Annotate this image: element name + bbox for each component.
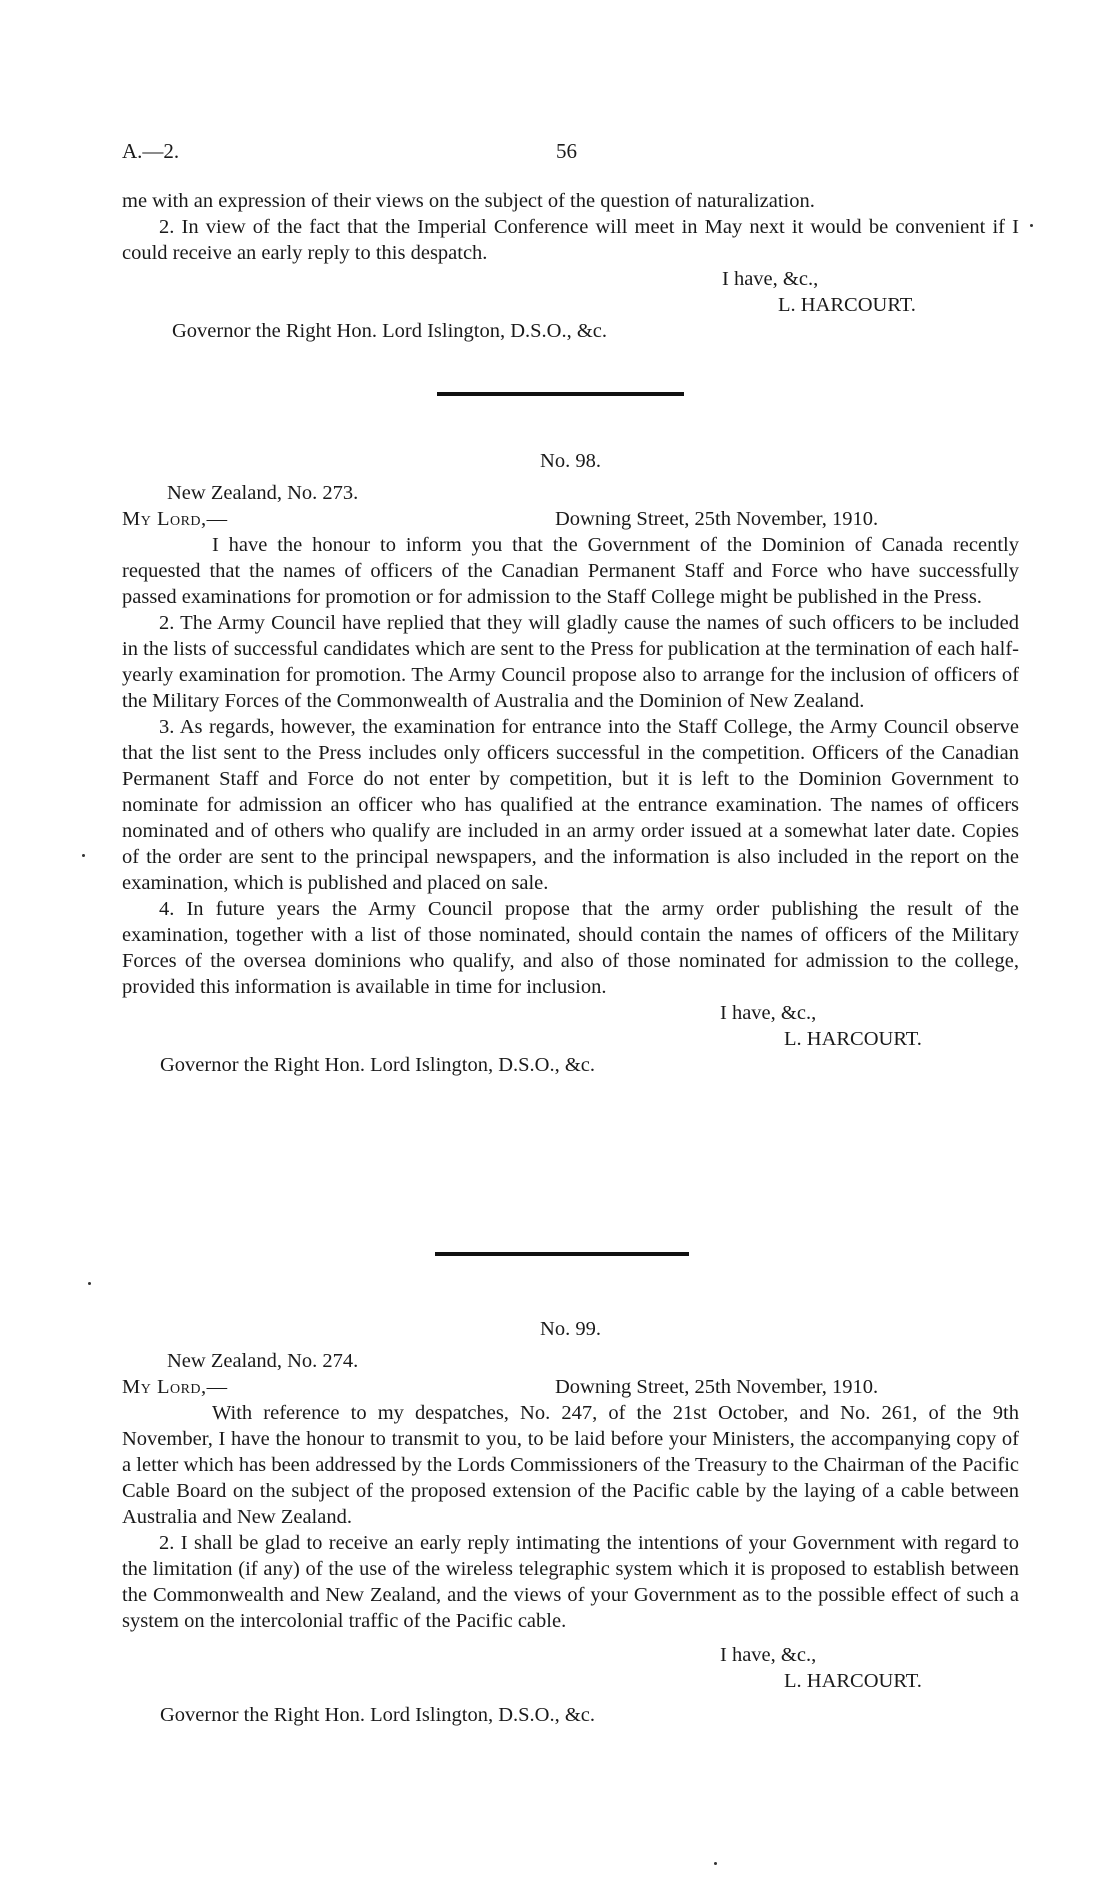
- paragraph: 2. I shall be glad to receive an early reply intimating the intentions of your Government with regard to the limitation (if any) of the use of the wireless telegraphic system which it is proposed to establish between the Commonwealth and New Zealand, and the views of your Government as to the possible effect of such a system on the intercolonial traffic of the Pacific cable.: [122, 1532, 1019, 1632]
- scan-speck: [1030, 224, 1033, 227]
- despatch-number: No. 99.: [540, 1318, 601, 1340]
- place-date: Downing Street, 25th November, 1910.: [555, 1376, 879, 1398]
- paragraph: I have the honour to inform you that the Government of the Dominion of Canada recently requested that the names of officers of the Canadian Permanent Staff and Force who have successfully passed examinations for promotion or for admission to the Staff College might be published in the Press.: [122, 534, 1019, 608]
- signature: L. HARCOURT.: [784, 1670, 922, 1692]
- paragraph: 2. In view of the fact that the Imperial Conference will meet in May next it would be convenient if I could receive an early reply to this despatch.: [122, 216, 1019, 264]
- closing: I have, &c.,: [720, 1002, 817, 1024]
- paragraph: 3. As regards, however, the examination for entrance into the Staff College, the Army Council observe that the list sent to the Press includes only officers successful in the competition. Officers of the Canadian Permanent Staff and Force do not enter by competition, but it is left to the Dominion Government to nominate for admission an officer who has qualified at the entrance examination. The names of officers nominated and of others who qualify are included in an army order issued at a somewhat later date. Copies of the order are sent to the principal newspapers, and the information is also included in the report on the examination, which is published and placed on sale.: [122, 716, 1019, 894]
- addressee: Governor the Right Hon. Lord Islington, D.S.O., &c.: [160, 1704, 596, 1726]
- despatch-99: [122, 1316, 1019, 1728]
- scan-speck: [714, 1862, 717, 1865]
- paragraph: 2. The Army Council have replied that they will gladly cause the names of such officers to be included in the lists of successful candidates which are sent to the Press for publication at the termination of each half-yearly examination for promotion. The Army Council propose also to arrange for the inclusion of officers of the Military Forces of the Commonwealth of Australia and the Dominion of New Zealand.: [122, 612, 1019, 712]
- section-divider: [435, 1252, 689, 1256]
- despatch-number: No. 98.: [540, 450, 601, 472]
- despatch-reference: New Zealand, No. 273.: [167, 482, 359, 504]
- previous-despatch-end: [122, 188, 1019, 344]
- closing: I have, &c.,: [720, 1644, 817, 1666]
- salutation: My Lord,—: [122, 508, 228, 530]
- scan-speck: [82, 854, 85, 857]
- paragraph: With reference to my despatches, No. 247, of the 21st October, and No. 261, of the 9th November, I have the honour to transmit to you, to be laid before your Ministers, the accompanying copy of a letter which has been addressed by the Lords Commissioners of the Treasury to the Chairman of the Pacific Cable Board on the subject of the proposed extension of the Pacific cable by the laying of a cable between Australia and New Zealand.: [122, 1402, 1019, 1528]
- scan-speck: [88, 1282, 91, 1285]
- addressee: Governor the Right Hon. Lord Islington, D.S.O., &c.: [172, 320, 608, 342]
- paragraph: 4. In future years the Army Council propose that the army order publishing the result of the examination, together with a list of those nominated, should contain the names of officers of the Military Forces of the oversea dominions who qualify, and also of those nominated for admission to the college, provided this information is available in time for inclusion.: [122, 898, 1019, 998]
- place-date: Downing Street, 25th November, 1910.: [555, 508, 879, 530]
- paragraph: me with an expression of their views on the subject of the question of naturalization.: [122, 190, 815, 212]
- document-reference: A.—2.: [122, 139, 180, 163]
- despatch-reference: New Zealand, No. 274.: [167, 1350, 359, 1372]
- addressee: Governor the Right Hon. Lord Islington, D.S.O., &c.: [160, 1054, 596, 1076]
- signature: L. HARCOURT.: [778, 294, 916, 316]
- despatch-98: [122, 448, 1019, 1078]
- closing: I have, &c.,: [722, 268, 819, 290]
- salutation: My Lord,—: [122, 1376, 228, 1398]
- section-divider: [437, 392, 684, 396]
- signature: L. HARCOURT.: [784, 1028, 922, 1050]
- page-number: 56: [556, 139, 577, 163]
